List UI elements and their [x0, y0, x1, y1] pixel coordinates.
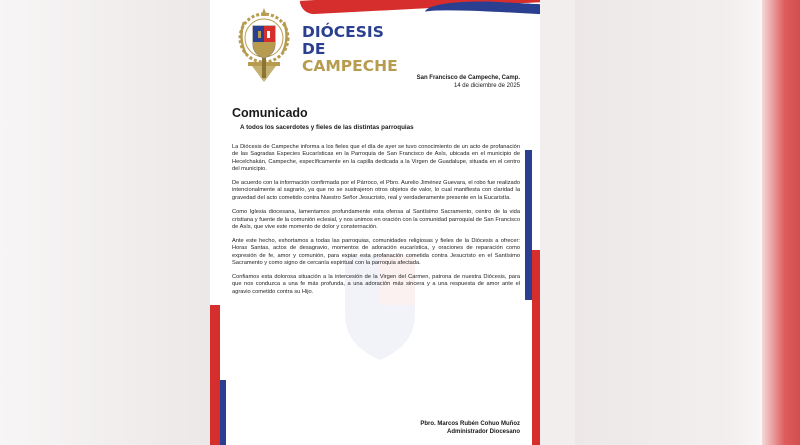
decorative-blue-band [424, 0, 540, 34]
signer-role: Administrador Diocesano [446, 429, 520, 435]
diocese-coat-of-arms-logo [232, 4, 296, 86]
body-paragraph-4: Ante este hecho, exhortamos a todas las parroquias, comunidades religiosas y fieles de la Diócesis a ofrecer: Horas Santas, actos de desagravio, momentos de adoración eucarística, y oraciones de reparación como expresión de fe, amor y comunión, para expiar esta profanación cometida contra Jesucristo en el Santísimo Sacramento y como signo de cercanía espiritual con la parroquia afectada. [232, 237, 520, 266]
signer-name: Pbro. Marcos Rubén Cohuo Muñoz [420, 421, 520, 427]
date-text: 14 de diciembre de 2025 [453, 83, 520, 89]
document-body [232, 144, 520, 302]
communique-page [210, 0, 540, 445]
background-right-stripe [762, 0, 800, 445]
document-subtitle: A todos los sacerdotes y fieles de las distintas parroquias [240, 124, 414, 131]
place-and-date [417, 74, 520, 90]
body-paragraph-2: De acuerdo con la información confirmada por el Párroco, el Pbro. Aurelio Jiménez Guevara, el robo fue realizado intencionalmente al sagrario, ya que no se sustrajeron otros objetos de valor, lo cual manifiesta con claridad la gravedad del acto cometido contra Nuestro Señor Jesucristo, real y verdaderamente presente en la Eucaristía. [232, 179, 520, 201]
diocese-name [302, 24, 412, 75]
decorative-left-blue-bar [220, 380, 226, 445]
diocese-name-line2: CAMPECHE [302, 57, 398, 75]
decorative-right-red-bar [532, 250, 540, 445]
place-text: San Francisco de Campeche, Camp. [416, 75, 520, 81]
background-left-panel [0, 0, 210, 445]
decorative-left-red-bar [210, 305, 220, 445]
decorative-right-blue-bar [525, 150, 532, 300]
diocese-name-line1: DIÓCESIS DE [302, 23, 384, 58]
body-paragraph-5: Confiamos esta dolorosa situación a la intercesión de la Virgen del Carmen, patrona de nuestra Diócesis, para que nos conduzca a una fe más profunda, a una adoración más sincera y a una respuesta de amor ante el agravio cometido contra su Hijo. [232, 273, 520, 295]
body-paragraph-1: La Diócesis de Campeche informa a los fieles que el día de ayer se tuvo conocimiento de un acto de profanación de las Sagradas Especies Eucarísticas en la Parroquia de San Francisco de Asís, ubicada en el municipio de Hecelchakán, Campeche, específicamente en la capilla dedicada a la Virgen de Guadalupe, situada en el centro del municipio. [232, 144, 520, 173]
document-title: Comunicado [232, 106, 308, 120]
signature-block [420, 420, 520, 436]
body-paragraph-3: Como Iglesia diocesana, lamentamos profundamente esta ofensa al Santísimo Sacramento, centro de la vida cristiana y fuente de la comunión eclesial, y nos unimos en oración con la comunidad parroquial de San Francisco de Asís, que vive este momento de dolor y consternación. [232, 209, 520, 231]
